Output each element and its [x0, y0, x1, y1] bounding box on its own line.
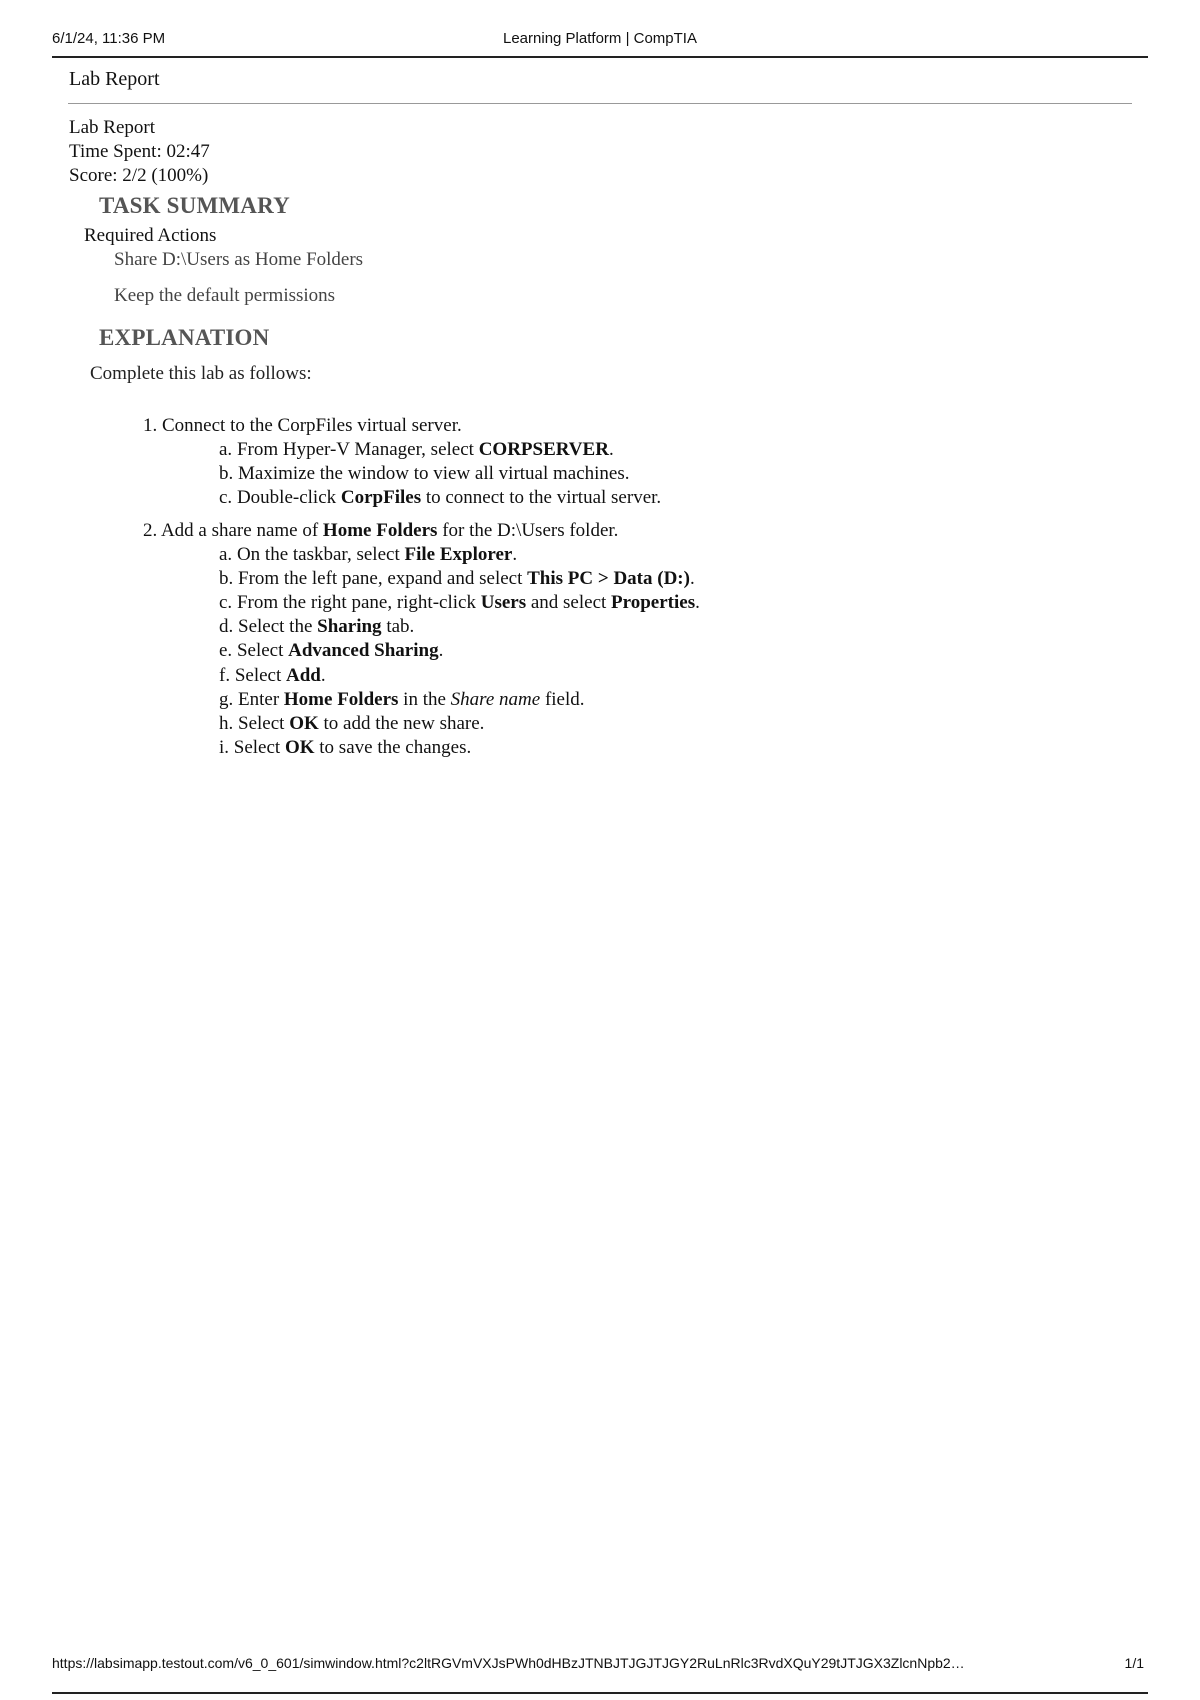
step-1: [143, 414, 1140, 511]
substep: [219, 736, 1140, 760]
step-2-label: Add a share name of: [160, 519, 323, 541]
header-divider: [52, 56, 1148, 58]
substep-text: and select: [526, 592, 612, 614]
substep-text: From the right pane, right-click: [236, 592, 481, 614]
substep-bold: This PC > Data (D:): [527, 567, 690, 589]
print-header: [52, 28, 1148, 56]
substep: [219, 591, 1140, 615]
substep-text: .: [438, 640, 444, 662]
time-spent: Time Spent: 02:47: [69, 141, 210, 162]
substep: [219, 438, 1140, 462]
substep-marker: c.: [219, 487, 233, 509]
substep-marker: d.: [219, 616, 234, 638]
substep-text: to add the new share.: [318, 713, 485, 735]
explanation-intro: Complete this lab as follows:: [90, 363, 312, 384]
substep-text: .: [689, 567, 695, 589]
substep: [219, 462, 1140, 486]
substep-text: On the taskbar, select: [236, 543, 405, 565]
required-action-item: Share D:\Users as Home Folders: [114, 249, 364, 270]
substep-bold: Add: [286, 664, 321, 686]
substep-text: Select: [236, 640, 289, 662]
substep-text: .: [512, 543, 518, 565]
step-2-label: for the D:\Users folder.: [437, 519, 619, 541]
substep: [219, 664, 1140, 688]
substep-text: From the left pane, expand and select: [238, 567, 528, 589]
substep-bold: Advanced Sharing: [288, 640, 439, 662]
substep-text: to connect to the virtual server.: [421, 487, 662, 509]
substep-marker: e.: [219, 640, 233, 662]
substep-marker: a.: [219, 543, 233, 565]
step-1-substeps: [219, 438, 1140, 511]
report-heading: Lab Report: [69, 117, 156, 138]
score: Score: 2/2 (100%): [69, 165, 209, 186]
page-number: 1/1: [1124, 1655, 1144, 1671]
substep-marker: g.: [219, 688, 234, 710]
task-summary-heading: TASK SUMMARY: [99, 193, 290, 218]
step-number: 2.: [143, 519, 158, 541]
title-divider: [68, 103, 1132, 104]
substep-bold: Users: [480, 592, 527, 614]
step-2-text: [143, 519, 1140, 543]
steps-list: [143, 414, 1140, 760]
substep-bold: Home Folders: [283, 688, 399, 710]
substep-bold: OK: [284, 737, 315, 759]
substep-text: Select: [234, 664, 287, 686]
substep-bold: OK: [289, 713, 319, 735]
step-2-bold: Home Folders: [322, 519, 438, 541]
step-2: [143, 519, 1140, 761]
substep-marker: f.: [219, 664, 231, 686]
print-page-title: Learning Platform | CompTIA: [503, 30, 697, 47]
substep-marker: h.: [219, 713, 234, 735]
page-label: Lab Report: [69, 68, 160, 90]
substep: [219, 543, 1140, 567]
step-2-substeps: [219, 543, 1140, 761]
substep-text: Double-click: [236, 487, 341, 509]
substep-text: to save the changes.: [314, 737, 472, 759]
substep: [219, 712, 1140, 736]
substep-marker: a.: [219, 439, 233, 460]
step-1-text: [143, 414, 1140, 438]
substep-text: field.: [540, 688, 585, 710]
substep-marker: c.: [219, 592, 233, 614]
substep-text: From Hyper-V Manager, select: [236, 439, 479, 460]
substep-bold: CorpFiles: [340, 487, 422, 509]
step-number: 1.: [143, 415, 158, 436]
substep-marker: i.: [219, 737, 230, 759]
required-actions-label: Required Actions: [84, 225, 217, 246]
footer-divider: [52, 1692, 1148, 1694]
substep-text: Select: [233, 737, 285, 759]
substep: [219, 688, 1140, 712]
substep-italic: Share name: [450, 688, 541, 710]
print-url: https://labsimapp.testout.com/v6_0_601/simwindow.html?c2ltRGVmVXJsPWh0dHBzJTNBJTJGJTJGY2RuLnRlc3RvdXQuY29tJTJGX3ZlcnNpb2…: [52, 1655, 965, 1671]
substep-bold: File Explorer: [404, 543, 513, 565]
substep-text: .: [320, 664, 326, 686]
print-datetime: 6/1/24, 11:36 PM: [52, 30, 166, 47]
substep: [219, 639, 1140, 663]
substep-text: .: [695, 592, 700, 614]
substep-marker: b.: [219, 463, 234, 485]
substep: [219, 615, 1140, 639]
lab-report-content: [69, 116, 1140, 768]
substep-text: Select the: [238, 616, 318, 638]
substep-bold: Properties: [611, 592, 696, 614]
substep-text: .: [608, 439, 614, 460]
substep-text: tab.: [381, 616, 415, 638]
substep-text: Enter: [238, 688, 284, 710]
substep-text: Select: [238, 713, 290, 735]
report-meta: [69, 116, 1140, 188]
substep-text: in the: [398, 688, 451, 710]
substep: [219, 567, 1140, 591]
substep: [219, 486, 1140, 510]
substep-text: Maximize the window to view all virtual machines.: [238, 463, 630, 485]
step-1-label: Connect to the CorpFiles virtual server.: [162, 415, 462, 436]
substep-bold: Sharing: [317, 616, 382, 638]
substep-marker: b.: [219, 567, 234, 589]
substep-bold: CORPSERVER: [478, 439, 609, 460]
explanation-heading: EXPLANATION: [99, 325, 270, 350]
required-action-item: Keep the default permissions: [114, 285, 336, 306]
